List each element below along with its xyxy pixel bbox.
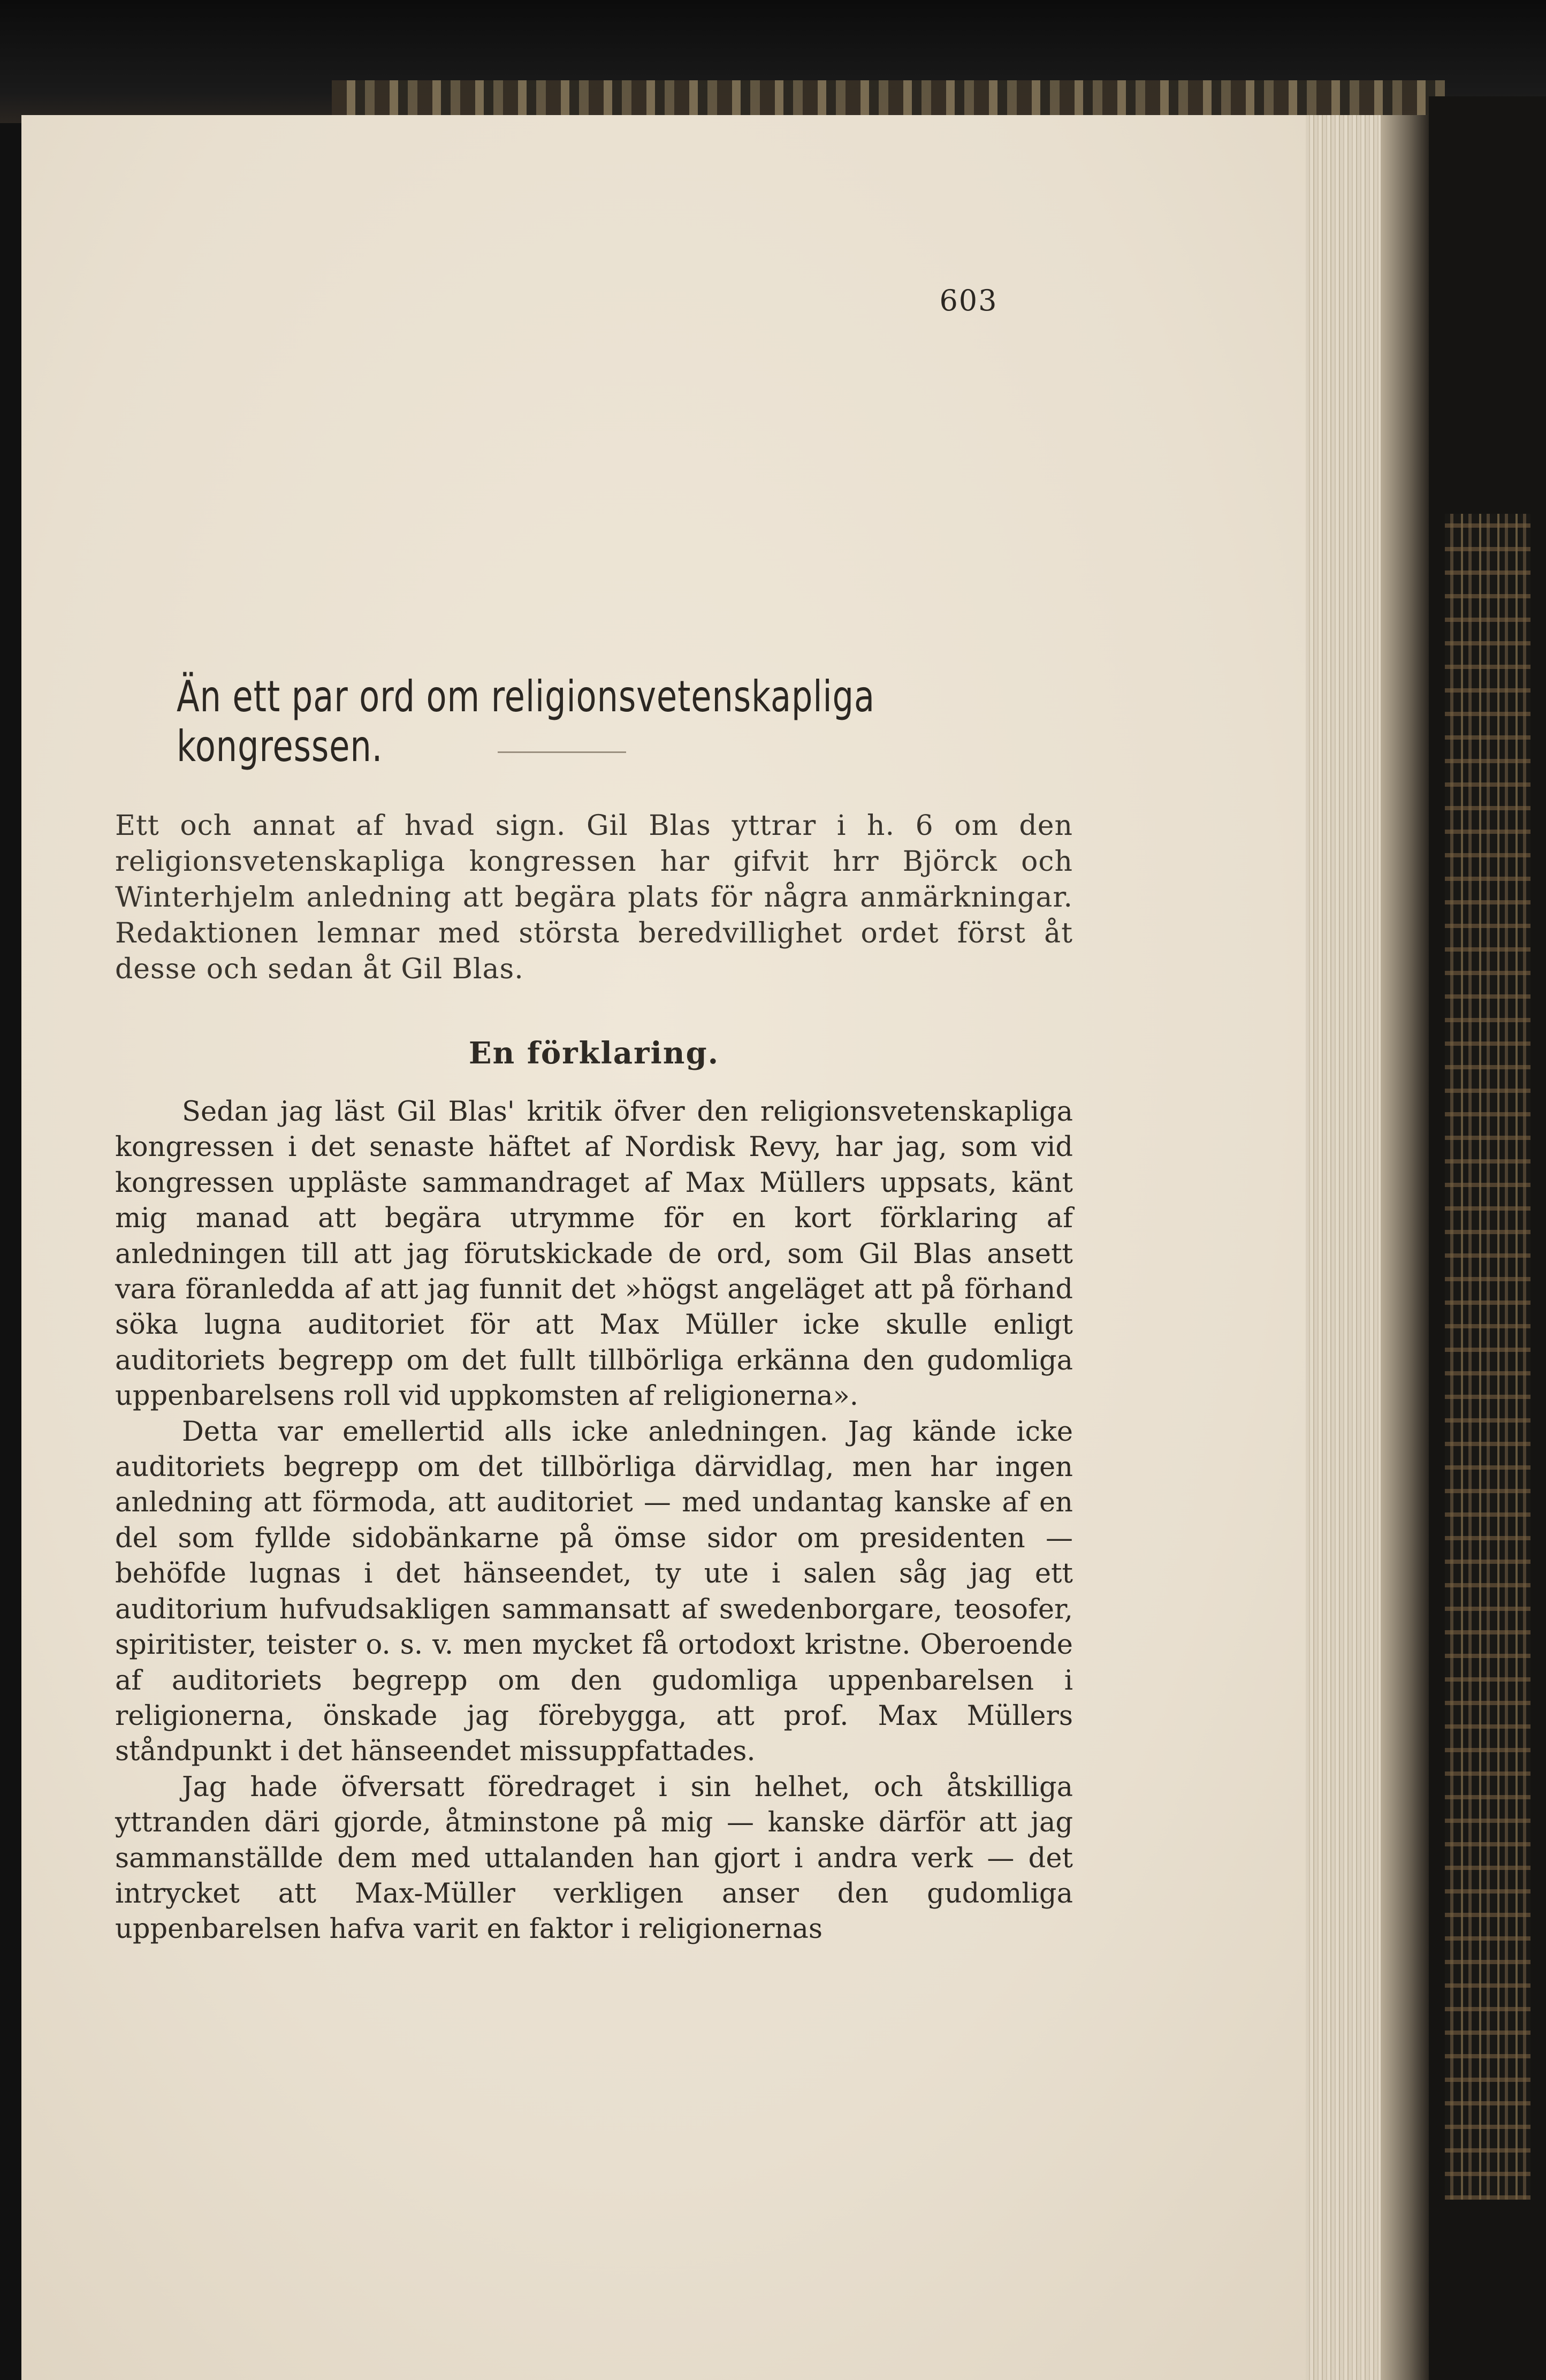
gutter-shadow xyxy=(1381,115,1429,2380)
article-headline: Än ett par ord om religionsvetenskapliga kongressen. xyxy=(177,672,875,771)
page-number: 603 xyxy=(939,284,998,317)
editorial-intro: Ett och annat af hvad sign. Gil Blas yttrar i h. 6 om den religionsvetenskapliga kongressen har gifvit hrr Björck och Winterhjelm anledning att begära plats för några anmärkningar. Redaktionen lemnar med största beredvillighet ordet först åt desse och sedan åt Gil Blas. xyxy=(115,810,1073,985)
body-paragraph: Jag hade öfversatt föredraget i sin helhet, och åtskilliga yttranden däri gjorde, åtminstone på mig — kanske därför att jag sammanställde dem med uttalanden han gjort i andra verk — det intrycket att Max-Müller verkligen anser den gudomliga uppenbarelsen hafva varit en faktor i religionernas xyxy=(115,1771,1073,1945)
body-paragraph: Sedan jag läst Gil Blas' kritik öfver den religionsvetenskapliga kongressen i det senaste häftet af Nordisk Revy, har jag, som vid kongressen uppläste sammandraget af Max Müllers uppsats, känt mig manad att begära utrymme för en kort förklaring af anledningen till att jag förutskickade de ord, som Gil Blas ansett vara föranledda af att jag funnit det »högst angeläget att på förhand söka lugna auditoriet för att Max Müller icke skulle enligt auditoriets begrepp om det fullt tillbörliga erkänna den gudomliga uppenbarelsens roll vid uppkomsten af religionerna». xyxy=(115,1096,1073,1412)
book-top-edge xyxy=(332,80,1445,118)
headline-rule xyxy=(498,751,626,753)
binding-decoration xyxy=(1445,514,1530,2200)
section-heading: En förklaring. xyxy=(468,1036,720,1071)
article-body xyxy=(115,1094,1073,1948)
body-paragraph: Detta var emellertid alls icke anledningen. Jag kände icke auditoriets begrepp om det tillbörliga därvidlag, men har ingen anledning att förmoda, att auditoriet — med undantag kanske af en del som fyllde sidobänkarne på ömse sidor om presidenten — behöfde lugnas i det hänseendet, ty ute i salen såg jag ett auditorium hufvudsakligen sammansatt af swedenborgare, teosofer, spiritister, teister o. s. v. men mycket få ortodoxt kristne. Oberoende af auditoriets begrepp om den gudomliga uppenbarelsen i religionerna, önskade jag förebygga, att prof. Max Müllers ståndpunkt i det hänseendet missuppfattades. xyxy=(115,1416,1073,1768)
